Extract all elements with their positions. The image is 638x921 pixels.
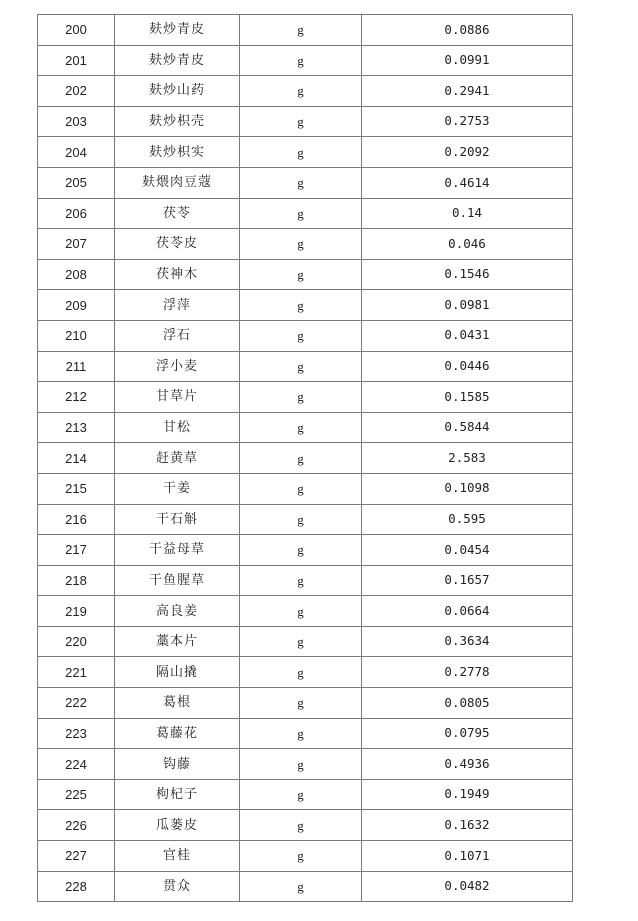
table-row bbox=[38, 657, 573, 688]
unit-cell: g bbox=[240, 351, 362, 382]
table-row bbox=[38, 45, 573, 76]
row-number-cell: 204 bbox=[38, 137, 115, 168]
value-cell: 0.595 bbox=[362, 504, 573, 535]
row-number-cell: 223 bbox=[38, 718, 115, 749]
value-cell: 0.14 bbox=[362, 198, 573, 229]
row-number-cell: 228 bbox=[38, 871, 115, 902]
unit-cell: g bbox=[240, 504, 362, 535]
table-row bbox=[38, 810, 573, 841]
row-number-cell: 222 bbox=[38, 688, 115, 719]
value-cell: 0.1585 bbox=[362, 382, 573, 413]
unit-cell: g bbox=[240, 443, 362, 474]
price-table-container bbox=[37, 14, 573, 902]
unit-cell: g bbox=[240, 810, 362, 841]
row-number-cell: 210 bbox=[38, 320, 115, 351]
unit-cell: g bbox=[240, 626, 362, 657]
value-cell: 0.0482 bbox=[362, 871, 573, 902]
value-cell: 0.4614 bbox=[362, 167, 573, 198]
unit-cell: g bbox=[240, 688, 362, 719]
value-cell: 0.3634 bbox=[362, 626, 573, 657]
row-number-cell: 225 bbox=[38, 779, 115, 810]
row-number-cell: 207 bbox=[38, 229, 115, 260]
value-cell: 0.2092 bbox=[362, 137, 573, 168]
table-body bbox=[38, 15, 573, 902]
row-number-cell: 212 bbox=[38, 382, 115, 413]
table-row bbox=[38, 504, 573, 535]
row-number-cell: 208 bbox=[38, 259, 115, 290]
herb-name-cell: 麸炒枳壳 bbox=[115, 106, 240, 137]
value-cell: 0.1657 bbox=[362, 565, 573, 596]
row-number-cell: 216 bbox=[38, 504, 115, 535]
herb-name-cell: 干姜 bbox=[115, 473, 240, 504]
herb-name-cell: 浮石 bbox=[115, 320, 240, 351]
row-number-cell: 221 bbox=[38, 657, 115, 688]
herb-name-cell: 贯众 bbox=[115, 871, 240, 902]
price-table bbox=[37, 14, 573, 902]
value-cell: 0.0886 bbox=[362, 15, 573, 46]
unit-cell: g bbox=[240, 137, 362, 168]
herb-name-cell: 葛根 bbox=[115, 688, 240, 719]
table-row bbox=[38, 779, 573, 810]
row-number-cell: 219 bbox=[38, 596, 115, 627]
row-number-cell: 206 bbox=[38, 198, 115, 229]
table-row bbox=[38, 290, 573, 321]
herb-name-cell: 藁本片 bbox=[115, 626, 240, 657]
herb-name-cell: 浮萍 bbox=[115, 290, 240, 321]
value-cell: 0.1546 bbox=[362, 259, 573, 290]
unit-cell: g bbox=[240, 657, 362, 688]
row-number-cell: 209 bbox=[38, 290, 115, 321]
value-cell: 0.0454 bbox=[362, 535, 573, 566]
herb-name-cell: 葛藤花 bbox=[115, 718, 240, 749]
table-row bbox=[38, 535, 573, 566]
table-row bbox=[38, 443, 573, 474]
herb-name-cell: 麸炒青皮 bbox=[115, 45, 240, 76]
herb-name-cell: 干石斛 bbox=[115, 504, 240, 535]
value-cell: 0.0431 bbox=[362, 320, 573, 351]
table-row bbox=[38, 718, 573, 749]
herb-name-cell: 茯苓皮 bbox=[115, 229, 240, 260]
unit-cell: g bbox=[240, 596, 362, 627]
unit-cell: g bbox=[240, 76, 362, 107]
herb-name-cell: 干鱼腥草 bbox=[115, 565, 240, 596]
unit-cell: g bbox=[240, 259, 362, 290]
unit-cell: g bbox=[240, 382, 362, 413]
table-row bbox=[38, 626, 573, 657]
unit-cell: g bbox=[240, 871, 362, 902]
table-row bbox=[38, 229, 573, 260]
herb-name-cell: 甘松 bbox=[115, 412, 240, 443]
table-row bbox=[38, 749, 573, 780]
row-number-cell: 220 bbox=[38, 626, 115, 657]
row-number-cell: 203 bbox=[38, 106, 115, 137]
table-row bbox=[38, 320, 573, 351]
herb-name-cell: 赶黄草 bbox=[115, 443, 240, 474]
unit-cell: g bbox=[240, 749, 362, 780]
value-cell: 0.2753 bbox=[362, 106, 573, 137]
table-row bbox=[38, 596, 573, 627]
unit-cell: g bbox=[240, 290, 362, 321]
value-cell: 0.4936 bbox=[362, 749, 573, 780]
unit-cell: g bbox=[240, 15, 362, 46]
unit-cell: g bbox=[240, 565, 362, 596]
unit-cell: g bbox=[240, 412, 362, 443]
row-number-cell: 205 bbox=[38, 167, 115, 198]
unit-cell: g bbox=[240, 535, 362, 566]
table-row bbox=[38, 259, 573, 290]
herb-name-cell: 浮小麦 bbox=[115, 351, 240, 382]
value-cell: 0.0805 bbox=[362, 688, 573, 719]
value-cell: 0.1632 bbox=[362, 810, 573, 841]
unit-cell: g bbox=[240, 779, 362, 810]
table-row bbox=[38, 15, 573, 46]
table-row bbox=[38, 106, 573, 137]
row-number-cell: 226 bbox=[38, 810, 115, 841]
row-number-cell: 215 bbox=[38, 473, 115, 504]
herb-name-cell: 官桂 bbox=[115, 841, 240, 872]
value-cell: 0.1949 bbox=[362, 779, 573, 810]
table-row bbox=[38, 412, 573, 443]
herb-name-cell: 干益母草 bbox=[115, 535, 240, 566]
value-cell: 0.1098 bbox=[362, 473, 573, 504]
unit-cell: g bbox=[240, 229, 362, 260]
unit-cell: g bbox=[240, 167, 362, 198]
value-cell: 0.2778 bbox=[362, 657, 573, 688]
row-number-cell: 200 bbox=[38, 15, 115, 46]
value-cell: 0.0991 bbox=[362, 45, 573, 76]
row-number-cell: 201 bbox=[38, 45, 115, 76]
row-number-cell: 211 bbox=[38, 351, 115, 382]
herb-name-cell: 麸炒枳实 bbox=[115, 137, 240, 168]
unit-cell: g bbox=[240, 45, 362, 76]
unit-cell: g bbox=[240, 718, 362, 749]
herb-name-cell: 茯苓 bbox=[115, 198, 240, 229]
unit-cell: g bbox=[240, 198, 362, 229]
table-row bbox=[38, 841, 573, 872]
table-row bbox=[38, 351, 573, 382]
value-cell: 0.0981 bbox=[362, 290, 573, 321]
table-row bbox=[38, 198, 573, 229]
row-number-cell: 224 bbox=[38, 749, 115, 780]
value-cell: 0.5844 bbox=[362, 412, 573, 443]
table-row bbox=[38, 871, 573, 902]
row-number-cell: 214 bbox=[38, 443, 115, 474]
value-cell: 0.0795 bbox=[362, 718, 573, 749]
herb-name-cell: 麸炒山药 bbox=[115, 76, 240, 107]
table-row bbox=[38, 76, 573, 107]
row-number-cell: 202 bbox=[38, 76, 115, 107]
table-row bbox=[38, 382, 573, 413]
herb-name-cell: 麸煨肉豆蔻 bbox=[115, 167, 240, 198]
row-number-cell: 213 bbox=[38, 412, 115, 443]
herb-name-cell: 甘草片 bbox=[115, 382, 240, 413]
unit-cell: g bbox=[240, 841, 362, 872]
table-row bbox=[38, 137, 573, 168]
value-cell: 0.0446 bbox=[362, 351, 573, 382]
herb-name-cell: 瓜蒌皮 bbox=[115, 810, 240, 841]
row-number-cell: 217 bbox=[38, 535, 115, 566]
value-cell: 0.1071 bbox=[362, 841, 573, 872]
herb-name-cell: 隔山撬 bbox=[115, 657, 240, 688]
value-cell: 0.2941 bbox=[362, 76, 573, 107]
unit-cell: g bbox=[240, 473, 362, 504]
herb-name-cell: 钩藤 bbox=[115, 749, 240, 780]
herb-name-cell: 茯神木 bbox=[115, 259, 240, 290]
row-number-cell: 227 bbox=[38, 841, 115, 872]
table-row bbox=[38, 688, 573, 719]
unit-cell: g bbox=[240, 106, 362, 137]
herb-name-cell: 麸炒青皮 bbox=[115, 15, 240, 46]
value-cell: 2.583 bbox=[362, 443, 573, 474]
herb-name-cell: 高良姜 bbox=[115, 596, 240, 627]
table-row bbox=[38, 167, 573, 198]
table-row bbox=[38, 473, 573, 504]
row-number-cell: 218 bbox=[38, 565, 115, 596]
value-cell: 0.0664 bbox=[362, 596, 573, 627]
table-row bbox=[38, 565, 573, 596]
value-cell: 0.046 bbox=[362, 229, 573, 260]
herb-name-cell: 枸杞子 bbox=[115, 779, 240, 810]
unit-cell: g bbox=[240, 320, 362, 351]
